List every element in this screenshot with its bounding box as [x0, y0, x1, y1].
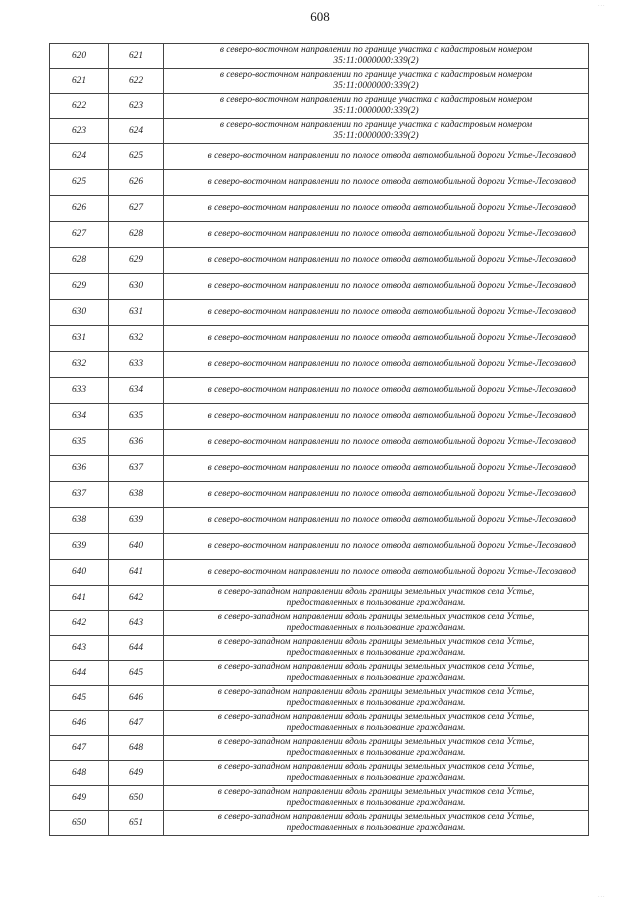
description-line: в северо-восточном направлении по полосе отвода автомобильной дороги Устье-Лесозавод — [207, 489, 576, 500]
description-line: в северо-восточном направлении по полосе отвода автомобильной дороги Устье-Лесозавод — [207, 515, 576, 526]
table-row — [50, 44, 589, 69]
table-row — [50, 508, 589, 534]
point-to-cell: 634 — [109, 378, 164, 404]
boundary-description-cell — [164, 44, 589, 69]
point-from-cell: 645 — [50, 686, 109, 711]
description-line: в северо-восточном направлении по полосе отвода автомобильной дороги Устье-Лесозавод — [207, 567, 576, 578]
point-from-cell: 639 — [50, 534, 109, 560]
point-to-cell: 628 — [109, 222, 164, 248]
boundary-description-cell — [164, 711, 589, 736]
point-from-cell: 627 — [50, 222, 109, 248]
point-from-cell: 632 — [50, 352, 109, 378]
point-from-cell: 637 — [50, 482, 109, 508]
description-line: в северо-западном направлении вдоль границы земельных участков села Устье, — [217, 662, 535, 673]
point-to-cell: 627 — [109, 196, 164, 222]
table-row — [50, 811, 589, 836]
description-line: 35:11:0000000:339(2) — [333, 106, 419, 116]
description-line: предоставленных в пользование гражданам. — [286, 773, 466, 783]
point-to-cell: 631 — [109, 300, 164, 326]
point-to-cell: 647 — [109, 711, 164, 736]
point-to-cell: 646 — [109, 686, 164, 711]
table-row — [50, 534, 589, 560]
table-row — [50, 170, 589, 196]
table-row — [50, 761, 589, 786]
point-to-cell: 625 — [109, 144, 164, 170]
description-line: в северо-западном направлении вдоль границы земельных участков села Устье, — [217, 737, 535, 748]
point-from-cell: 638 — [50, 508, 109, 534]
boundary-description-cell — [164, 456, 589, 482]
boundary-description-cell — [164, 94, 589, 119]
table-row — [50, 300, 589, 326]
description-line: предоставленных в пользование гражданам. — [286, 623, 466, 633]
table-row — [50, 736, 589, 761]
description-line: в северо-восточном направлении по границе участка с кадастровым номером — [219, 70, 533, 81]
description-line: в северо-восточном направлении по полосе отвода автомобильной дороги Устье-Лесозавод — [207, 255, 576, 266]
boundary-description-cell — [164, 761, 589, 786]
point-to-cell: 649 — [109, 761, 164, 786]
boundary-description-cell — [164, 661, 589, 686]
boundary-description-cell — [164, 534, 589, 560]
table-row — [50, 69, 589, 94]
point-from-cell: 624 — [50, 144, 109, 170]
point-to-cell: 639 — [109, 508, 164, 534]
table-row — [50, 560, 589, 586]
point-to-cell: 621 — [109, 44, 164, 69]
description-line: в северо-западном направлении вдоль границы земельных участков села Устье, — [217, 712, 535, 723]
point-from-cell: 636 — [50, 456, 109, 482]
point-from-cell: 648 — [50, 761, 109, 786]
point-to-cell: 633 — [109, 352, 164, 378]
table-row — [50, 404, 589, 430]
point-to-cell: 651 — [109, 811, 164, 836]
point-to-cell: 629 — [109, 248, 164, 274]
boundary-description-cell — [164, 736, 589, 761]
boundary-description-cell — [164, 352, 589, 378]
description-line: предоставленных в пользование гражданам. — [286, 798, 466, 808]
table-row — [50, 711, 589, 736]
boundary-description-cell — [164, 119, 589, 144]
point-from-cell: 629 — [50, 274, 109, 300]
point-to-cell: 638 — [109, 482, 164, 508]
table-row — [50, 326, 589, 352]
description-line: в северо-западном направлении вдоль границы земельных участков села Устье, — [217, 612, 535, 623]
boundary-description-cell — [164, 170, 589, 196]
description-line: в северо-восточном направлении по полосе отвода автомобильной дороги Устье-Лесозавод — [207, 333, 576, 344]
description-line: в северо-восточном направлении по границе участка с кадастровым номером — [219, 95, 533, 106]
point-from-cell: 620 — [50, 44, 109, 69]
boundary-description-cell — [164, 560, 589, 586]
boundary-description-cell — [164, 611, 589, 636]
point-to-cell: 643 — [109, 611, 164, 636]
point-from-cell: 635 — [50, 430, 109, 456]
table-row — [50, 222, 589, 248]
boundary-description-cell — [164, 811, 589, 836]
point-to-cell: 623 — [109, 94, 164, 119]
scan-corner-mark-bottom: ... — [598, 893, 606, 899]
boundary-description-cell — [164, 222, 589, 248]
boundary-description-cell — [164, 508, 589, 534]
description-line: в северо-восточном направлении по границе участка с кадастровым номером — [219, 120, 533, 131]
table-row — [50, 196, 589, 222]
description-line: в северо-западном направлении вдоль границы земельных участков села Устье, — [217, 587, 535, 598]
boundary-description-cell — [164, 430, 589, 456]
description-line: в северо-восточном направлении по полосе отвода автомобильной дороги Устье-Лесозавод — [207, 359, 576, 370]
point-from-cell: 631 — [50, 326, 109, 352]
description-line: в северо-восточном направлении по полосе отвода автомобильной дороги Устье-Лесозавод — [207, 203, 576, 214]
description-line: 35:11:0000000:339(2) — [333, 131, 419, 141]
description-line: 35:11:0000000:339(2) — [333, 56, 419, 66]
description-line: предоставленных в пользование гражданам. — [286, 698, 466, 708]
point-from-cell: 633 — [50, 378, 109, 404]
description-line: в северо-восточном направлении по полосе отвода автомобильной дороги Устье-Лесозавод — [207, 411, 576, 422]
description-line: в северо-западном направлении вдоль границы земельных участков села Устье, — [217, 812, 535, 823]
boundary-description-cell — [164, 326, 589, 352]
description-line: в северо-восточном направлении по полосе отвода автомобильной дороги Устье-Лесозавод — [207, 437, 576, 448]
description-line: в северо-западном направлении вдоль границы земельных участков села Устье, — [217, 637, 535, 648]
point-to-cell: 641 — [109, 560, 164, 586]
description-line: предоставленных в пользование гражданам. — [286, 648, 466, 658]
point-from-cell: 646 — [50, 711, 109, 736]
table-row — [50, 352, 589, 378]
point-to-cell: 635 — [109, 404, 164, 430]
point-from-cell: 640 — [50, 560, 109, 586]
description-line: в северо-западном направлении вдоль границы земельных участков села Устье, — [217, 762, 535, 773]
point-from-cell: 634 — [50, 404, 109, 430]
table-row — [50, 144, 589, 170]
table-row — [50, 611, 589, 636]
description-line: в северо-восточном направлении по полосе отвода автомобильной дороги Устье-Лесозавод — [207, 281, 576, 292]
page-number: 608 — [310, 9, 330, 24]
point-from-cell: 643 — [50, 636, 109, 661]
table-row — [50, 274, 589, 300]
boundary-description-cell — [164, 482, 589, 508]
point-from-cell: 622 — [50, 94, 109, 119]
table-row — [50, 686, 589, 711]
boundary-description-cell — [164, 69, 589, 94]
scan-corner-mark: ... — [598, 2, 606, 8]
boundary-description-cell — [164, 144, 589, 170]
boundary-description-cell — [164, 636, 589, 661]
table-row — [50, 119, 589, 144]
description-line: в северо-восточном направлении по полосе отвода автомобильной дороги Устье-Лесозавод — [207, 541, 576, 552]
description-line: в северо-восточном направлении по полосе отвода автомобильной дороги Устье-Лесозавод — [207, 463, 576, 474]
point-from-cell: 625 — [50, 170, 109, 196]
table-body — [50, 44, 589, 836]
point-from-cell: 641 — [50, 586, 109, 611]
point-from-cell: 623 — [50, 119, 109, 144]
point-to-cell: 624 — [109, 119, 164, 144]
boundary-description-table — [49, 43, 589, 836]
description-line: предоставленных в пользование гражданам. — [286, 823, 466, 833]
table-row — [50, 94, 589, 119]
boundary-description-cell — [164, 248, 589, 274]
description-line: предоставленных в пользование гражданам. — [286, 673, 466, 683]
point-to-cell: 630 — [109, 274, 164, 300]
point-from-cell: 644 — [50, 661, 109, 686]
point-from-cell: 647 — [50, 736, 109, 761]
boundary-description-cell — [164, 786, 589, 811]
point-to-cell: 637 — [109, 456, 164, 482]
description-line: предоставленных в пользование гражданам. — [286, 723, 466, 733]
description-line: в северо-восточном направлении по полосе отвода автомобильной дороги Устье-Лесозавод — [207, 177, 576, 188]
description-line: в северо-восточном направлении по полосе отвода автомобильной дороги Устье-Лесозавод — [207, 151, 576, 162]
boundary-description-cell — [164, 196, 589, 222]
description-line: в северо-восточном направлении по границе участка с кадастровым номером — [219, 45, 533, 56]
point-to-cell: 642 — [109, 586, 164, 611]
point-to-cell: 645 — [109, 661, 164, 686]
table-row — [50, 661, 589, 686]
boundary-description-cell — [164, 274, 589, 300]
table-row — [50, 786, 589, 811]
boundary-description-cell — [164, 404, 589, 430]
point-to-cell: 650 — [109, 786, 164, 811]
description-line: предоставленных в пользование гражданам. — [286, 598, 466, 608]
table-row — [50, 636, 589, 661]
point-from-cell: 630 — [50, 300, 109, 326]
point-from-cell: 626 — [50, 196, 109, 222]
description-line: в северо-восточном направлении по полосе отвода автомобильной дороги Устье-Лесозавод — [207, 307, 576, 318]
table-row — [50, 456, 589, 482]
point-from-cell: 649 — [50, 786, 109, 811]
point-from-cell: 628 — [50, 248, 109, 274]
description-line: 35:11:0000000:339(2) — [333, 81, 419, 91]
table-row — [50, 378, 589, 404]
point-to-cell: 644 — [109, 636, 164, 661]
description-line: предоставленных в пользование гражданам. — [286, 748, 466, 758]
point-to-cell: 622 — [109, 69, 164, 94]
point-to-cell: 648 — [109, 736, 164, 761]
table-row — [50, 586, 589, 611]
point-to-cell: 636 — [109, 430, 164, 456]
point-from-cell: 621 — [50, 69, 109, 94]
boundary-description-cell — [164, 300, 589, 326]
boundary-description-cell — [164, 686, 589, 711]
table-row — [50, 482, 589, 508]
boundary-description-cell — [164, 586, 589, 611]
table-row — [50, 248, 589, 274]
point-from-cell: 642 — [50, 611, 109, 636]
table-row — [50, 430, 589, 456]
point-to-cell: 626 — [109, 170, 164, 196]
description-line: в северо-западном направлении вдоль границы земельных участков села Устье, — [217, 787, 535, 798]
point-to-cell: 640 — [109, 534, 164, 560]
description-line: в северо-западном направлении вдоль границы земельных участков села Устье, — [217, 687, 535, 698]
point-from-cell: 650 — [50, 811, 109, 836]
boundary-description-cell — [164, 378, 589, 404]
point-to-cell: 632 — [109, 326, 164, 352]
description-line: в северо-восточном направлении по полосе отвода автомобильной дороги Устье-Лесозавод — [207, 229, 576, 240]
description-line: в северо-восточном направлении по полосе отвода автомобильной дороги Устье-Лесозавод — [207, 385, 576, 396]
